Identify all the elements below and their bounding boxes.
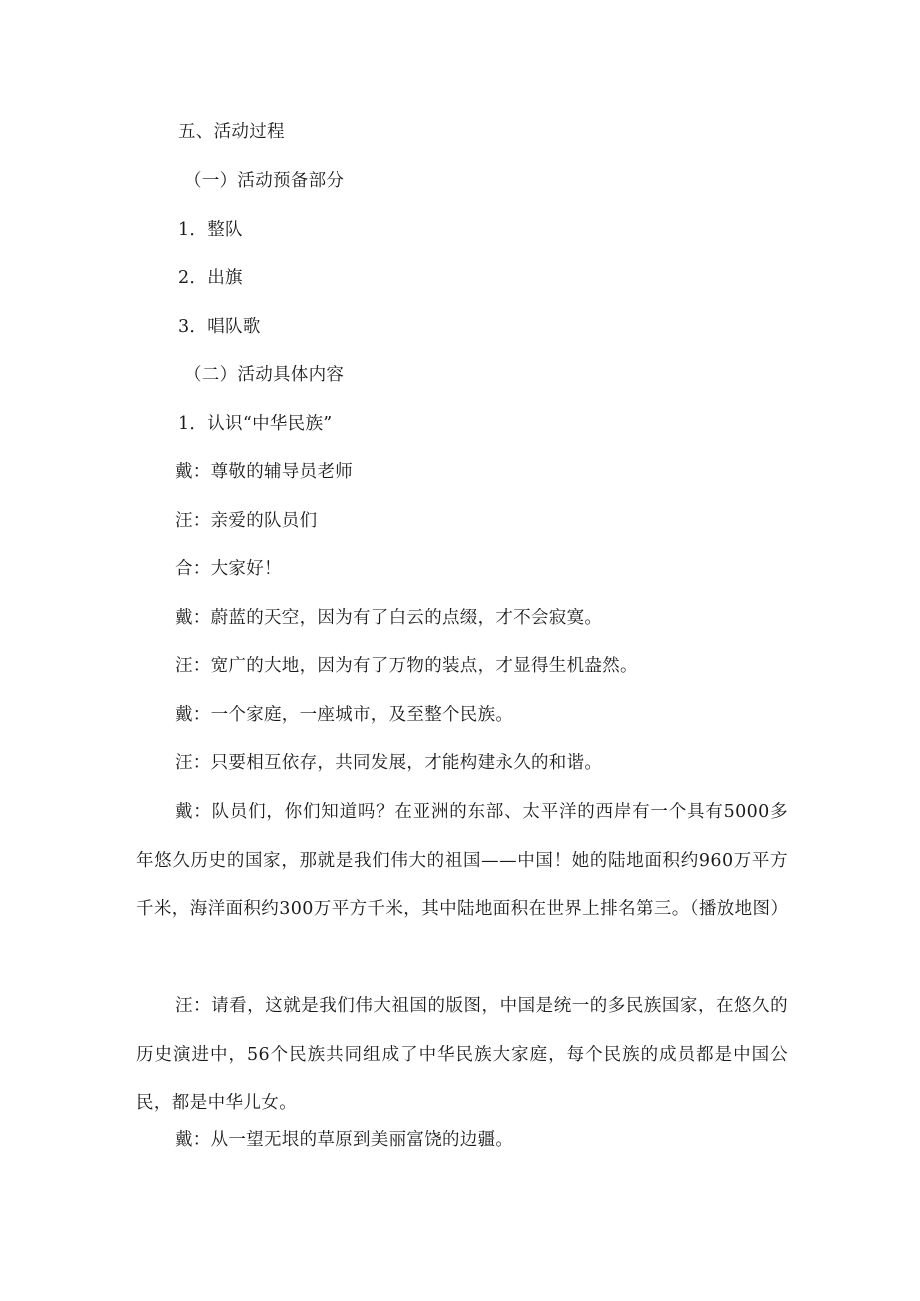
body-paragraph: 戴：队员们，你们知道吗？在亚洲的东部、太平洋的西岸有一个具有5000多年悠久历史的国家，那就是我们伟大的祖国——中国！她的陆地面积约960万平方千米，海洋面积约300万平方千米，其中陆地面积在世界上排名第三。（播放地图） <box>136 802 789 919</box>
subsection-title: （一）活动预备部分 <box>184 171 345 191</box>
list-item: 3．唱队歌 <box>178 317 261 337</box>
list-item: 2．出旗 <box>178 268 243 288</box>
section-heading: 五、活动过程 <box>178 122 285 142</box>
dialogue-line: 戴：一个家庭，一座城市，及至整个民族。 <box>175 705 514 725</box>
dialogue-line: 汪：宽广的大地，因为有了万物的装点，才显得生机盎然。 <box>175 656 638 676</box>
dialogue-line: 戴：从一望无垠的草原到美丽富饶的边疆。 <box>175 1130 514 1150</box>
dialogue-line: 汪：只要相互依存，共同发展，才能构建永久的和谐。 <box>175 753 603 773</box>
body-paragraph: 汪：请看，这就是我们伟大祖国的版图，中国是统一的多民族国家，在悠久的历史演进中，56个民族共同组成了中华民族大家庭，每个民族的成员都是中国公民，都是中华儿女。 <box>136 996 788 1113</box>
dialogue-line: 合：大家好！ <box>175 559 282 579</box>
dialogue-line: 戴：尊敬的辅导员老师 <box>175 462 353 482</box>
dialogue-line: 戴：蔚蓝的天空，因为有了白云的点缀，才不会寂寞。 <box>175 608 603 628</box>
dialogue-line: 汪：亲爱的队员们 <box>175 511 318 531</box>
list-item: 1．整队 <box>178 220 243 240</box>
subsection-title: （二）活动具体内容 <box>184 365 345 385</box>
list-item: 1．认识“中华民族” <box>178 414 333 434</box>
